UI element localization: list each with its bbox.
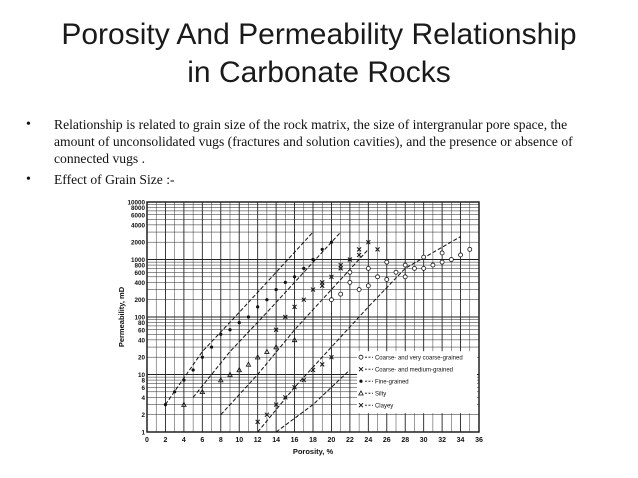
data-point <box>394 270 398 274</box>
x-tick-label: 8 <box>218 437 223 444</box>
legend-label: Fine-grained <box>374 379 409 386</box>
y-tick-label: 4 <box>141 394 145 402</box>
data-point <box>459 253 463 257</box>
legend-label: Clayey <box>374 403 394 410</box>
data-point <box>201 356 204 359</box>
x-tick-label: 24 <box>364 437 373 444</box>
data-point <box>449 258 453 262</box>
data-point <box>357 288 361 292</box>
data-point <box>412 266 416 270</box>
bullet-item <box>26 171 606 188</box>
y-tick-label: 10 <box>137 372 145 379</box>
x-tick-label: 22 <box>345 437 354 444</box>
data-point <box>468 247 472 251</box>
y-tick-label: 2000 <box>130 239 145 247</box>
porosity-permeability-chart <box>110 196 500 466</box>
data-point <box>302 267 305 270</box>
x-axis-title: Porosity, % <box>292 447 334 456</box>
x-tick-label: 34 <box>456 437 465 444</box>
y-tick-label: 100 <box>134 314 145 322</box>
data-point <box>228 328 231 331</box>
data-point <box>359 355 363 359</box>
x-tick-label: 4 <box>181 437 186 444</box>
bullet-list <box>26 116 606 192</box>
data-point <box>164 403 167 406</box>
y-tick-label: 80 <box>137 320 145 328</box>
y-tick-label: 200 <box>134 297 145 305</box>
x-tick-label: 20 <box>327 437 336 444</box>
data-point <box>247 315 250 318</box>
slide-title <box>20 16 618 92</box>
data-point <box>440 260 444 264</box>
y-tick-label: 2 <box>141 412 145 420</box>
data-point <box>219 333 222 336</box>
x-tick-label: 14 <box>272 437 281 444</box>
data-point <box>403 263 407 267</box>
bullet-text: Relationship is related to grain size of the rock matrix, the size of intergranular pore space, the amount of unconsolidated vugs (fractures and solution cavities), and the presence or absence of connected vugs . <box>54 117 573 166</box>
data-point <box>359 380 362 383</box>
y-axis-title: Permeability, mD <box>117 286 126 348</box>
data-point <box>431 263 435 267</box>
x-tick-label: 26 <box>382 437 391 444</box>
data-point <box>330 241 333 244</box>
y-tick-label: 8 <box>141 377 145 385</box>
y-tick-label: 60 <box>137 327 145 335</box>
data-point <box>385 260 389 264</box>
data-point <box>422 266 426 270</box>
y-tick-label: 4000 <box>130 222 145 230</box>
y-tick-label: 8000 <box>130 205 145 213</box>
y-tick-label: 800 <box>134 262 145 270</box>
data-point <box>256 305 259 308</box>
data-point <box>376 275 380 279</box>
data-point <box>339 292 343 296</box>
x-tick-label: 0 <box>145 437 149 444</box>
slide-title-line-2: in Carbonate Rocks <box>187 56 451 89</box>
legend-label: Coarse- and very coarse-grained <box>374 355 463 362</box>
data-point <box>366 284 370 288</box>
data-point <box>321 248 324 251</box>
data-point <box>311 258 314 261</box>
data-point <box>210 345 213 348</box>
data-point <box>440 251 444 255</box>
y-tick-label: 600 <box>134 269 145 277</box>
x-tick-label: 6 <box>200 437 205 444</box>
data-point <box>329 298 333 302</box>
y-tick-label: 6 <box>141 384 145 392</box>
y-tick-label: 6000 <box>130 212 145 220</box>
x-tick-label: 36 <box>475 437 483 444</box>
data-point <box>422 255 426 259</box>
x-tick-label: 30 <box>419 437 428 444</box>
data-point <box>293 275 296 278</box>
data-point <box>284 281 287 284</box>
y-tick-label: 1000 <box>130 257 145 264</box>
slide-title-line-1: Porosity And Permeability Relationship <box>61 18 577 51</box>
y-tick-label: 20 <box>137 354 145 362</box>
data-point <box>192 368 195 371</box>
x-tick-label: 16 <box>290 437 299 444</box>
data-point <box>173 390 176 393</box>
bullet-text: Effect of Grain Size :- <box>54 172 175 187</box>
data-point <box>238 321 241 324</box>
data-point <box>182 378 185 381</box>
y-tick-label: 40 <box>137 337 145 345</box>
data-point <box>265 298 268 301</box>
data-point <box>348 270 352 274</box>
x-tick-label: 2 <box>163 437 168 444</box>
bullet-item <box>26 116 606 167</box>
data-point <box>348 280 352 284</box>
x-tick-label: 10 <box>235 437 244 444</box>
x-tick-label: 18 <box>309 437 317 444</box>
legend-label: Silty <box>374 391 387 398</box>
y-tick-label: 1 <box>141 429 145 437</box>
data-point <box>385 277 389 281</box>
bullet-icon: • <box>26 172 31 187</box>
bullet-icon: • <box>26 117 31 132</box>
y-tick-label: 400 <box>134 279 145 287</box>
y-tick-label: 10000 <box>127 199 145 207</box>
x-tick-label: 12 <box>253 437 262 444</box>
legend-label: Coarse- and medium-grained <box>374 367 454 374</box>
data-point <box>403 275 407 279</box>
x-tick-label: 32 <box>438 437 447 444</box>
data-point <box>275 288 278 291</box>
data-point <box>366 266 370 270</box>
x-tick-label: 28 <box>401 437 410 444</box>
